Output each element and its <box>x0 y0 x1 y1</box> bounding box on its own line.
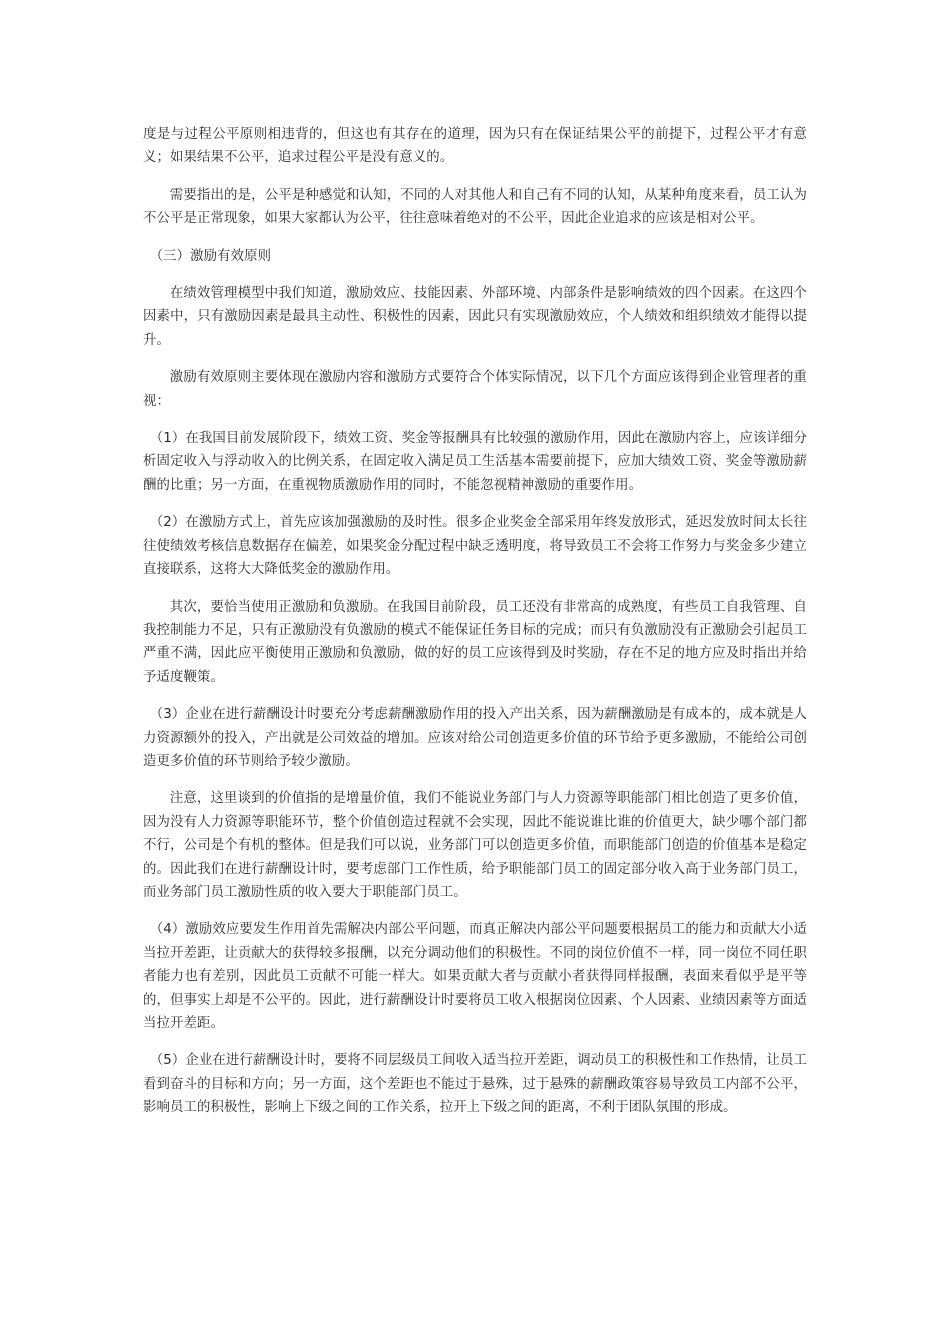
list-item-2: （2）在激励方式上，首先应该加强激励的及时性。很多企业奖金全部采用年终发放形式，延迟发放时间太长往往使绩效考核信息数据存在偏差，如果奖金分配过程中缺乏透明度，将导致员工不会将工作努力与奖金多少建立直接联系，这将大大降低奖金的激励作用。 <box>143 515 807 578</box>
paragraph-fairness-note: 需要指出的是，公平是种感觉和认知，不同的人对其他人和自己有不同的认知，从某种角度来看，员工认为不公平是正常现象，如果大家都认为公平，往往意味着绝对的不公平，因此企业追求的应该是相对公平。 <box>143 187 807 227</box>
document-body <box>143 123 807 1134</box>
paragraph-performance-model: 在绩效管理模型中我们知道，激励效应、技能因素、外部环境、内部条件是影响绩效的四个因素。在这四个因素中，只有激励因素是最具主动性、积极性的因素，因此只有实现激励效应，个人绩效和组织绩效才能得以提升。 <box>143 286 807 348</box>
paragraph-incentive-principle: 激励有效原则主要体现在激励内容和激励方式要符合个体实际情况，以下几个方面应该得到企业管理者的重视： <box>143 370 807 409</box>
list-item-3: （3）企业在进行薪酬设计时要充分考虑薪酬激励作用的投入产出关系，因为薪酬激励是有成本的，成本就是人力资源额外的投入，产出就是公司效益的增加。应该对给公司创造更多价值的环节给予更多激励，不能给公司创造更多价值的环节则给予较少激励。 <box>143 707 807 769</box>
list-item-5: （5）企业在进行薪酬设计时，要将不同层级员工间收入适当拉开差距，调动员工的积极性和工作热情，让员工看到奋斗的目标和方向；另一方面，这个差距也不能过于悬殊，过于悬殊的薪酬政策容易导致员工内部不公平，影响员工的积极性，影响上下级之间的工作关系，拉开上下级之间的距离，不利于团队氛围的形成。 <box>143 1053 807 1116</box>
paragraph-continuation: 度是与过程公平原则相违背的，但这也有其存在的道理，因为只有在保证结果公平的前提下，过程公平才有意义；如果结果不公平，追求过程公平是没有意义的。 <box>143 127 807 166</box>
list-item-4: （4）激励效应要发生作用首先需解决内部公平问题，而真正解决内部公平问题要根据员工的能力和贡献大小适当拉开差距，让贡献大的获得较多报酬，以充分调动他们的积极性。不同的岗位价值不一样，同一岗位不同任职者能力也有差别，因此员工贡献不可能一样大。如果贡献大者与贡献小者获得同样报酬，表面来看似乎是平等的，但事实上却是不公平的。因此，进行薪酬设计时要将员工收入根据岗位因素、个人因素、业绩因素等方面适当拉开差距。 <box>143 922 807 1031</box>
paragraph-incremental-value: 注意，这里谈到的价值指的是增量价值，我们不能说业务部门与人力资源等职能部门相比创造了更多价值，因为没有人力资源等职能环节，整个价值创造过程就不会实现，因此不能说谁比谁的价值更大，缺少哪个部门都不行，公司是个有机的整体。但是我们可以说，业务部门可以创造更多价值，而职能部门创造的价值基本是稳定的。因此我们在进行薪酬设计时，要考虑部门工作性质，给予职能部门员工的固定部分收入高于业务部门员工，而业务部门员工激励性质的收入要大于职能部门员工。 <box>143 791 807 900</box>
paragraph-positive-negative-incentive: 其次，要恰当使用正激励和负激励。在我国目前阶段，员工还没有非常高的成熟度，有些员工自我管理、自我控制能力不足，只有正激励没有负激励的模式不能保证任务目标的完成；而只有负激励没有正激励会引起员工严重不满，因此应平衡使用正激励和负激励，做的好的员工应该得到及时奖励，存在不足的地方应及时指出并给予适度鞭策。 <box>143 599 807 685</box>
section-heading: （三）激励有效原则 <box>149 248 272 264</box>
list-item-1: （1）在我国目前发展阶段下，绩效工资、奖金等报酬具有比较强的激励作用，因此在激励内容上，应该详细分析固定收入与浮动收入的比例关系，在固定收入满足员工生活基本需要前提下，应加大绩效工资、奖金等激励薪酬的比重；另一方面，在重视物质激励作用的同时，不能忽视精神激励的重要作用。 <box>143 431 807 493</box>
